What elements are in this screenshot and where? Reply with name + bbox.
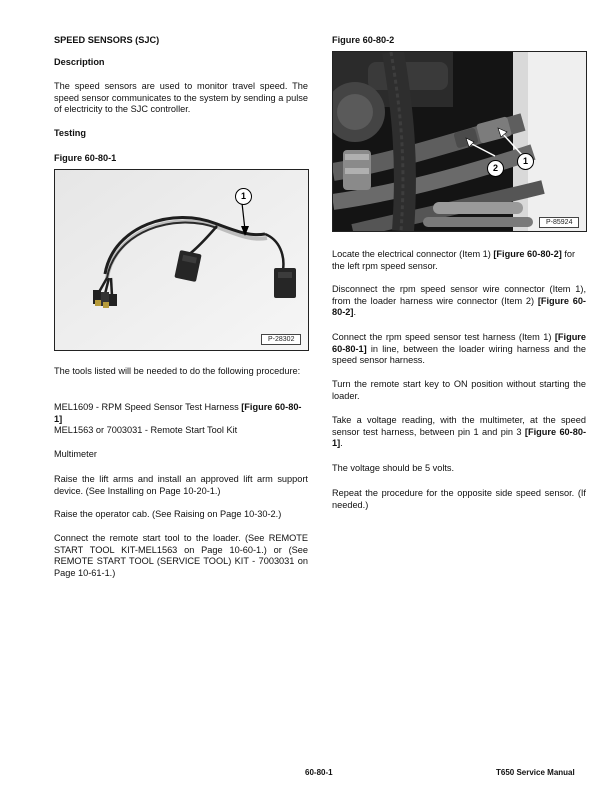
figure-ref: [Figure 60-80-1]	[332, 332, 586, 354]
sensor-location-illustration	[333, 52, 586, 231]
step-text: Connect the rpm speed sensor test harness (Item 1)	[332, 332, 555, 342]
step-voltage-reading	[332, 415, 586, 450]
figure-ref: [Figure 60-80-2]	[493, 249, 562, 259]
manual-title: T650 Service Manual	[496, 768, 575, 777]
figure-2-caption: Figure 60-80-2	[332, 35, 395, 45]
section-title: SPEED SENSORS (SJC)	[54, 35, 160, 45]
figure-ref: [Figure 60-80-1]	[332, 426, 586, 449]
figure-2-callout-2: 2	[487, 160, 504, 177]
description-text: The speed sensors are used to monitor travel speed. The speed sensor communicates to the system by sending a pulse of electricity to the SJC controller.	[54, 81, 308, 115]
testing-heading: Testing	[54, 128, 86, 138]
tool-multimeter: Multimeter	[54, 449, 97, 459]
figure-1-photo	[54, 169, 309, 351]
step-locate-connector	[332, 249, 586, 272]
figure-1-id: P-28302	[261, 334, 301, 345]
step-text: in line, between the loader wiring harness and the speed sensor harness.	[332, 343, 586, 366]
tool-item-2: MEL1563 or 7003031 - Remote Start Tool Kit	[54, 425, 238, 435]
step-voltage-value: The voltage should be 5 volts.	[332, 463, 455, 473]
figure-ref: [Figure 60-80-1]	[54, 402, 302, 424]
tools-intro: The tools listed will be needed to do the following procedure:	[54, 366, 301, 376]
harness-illustration	[55, 170, 308, 350]
step-disconnect	[332, 284, 586, 319]
step-text: for the left rpm speed sensor.	[332, 249, 576, 271]
step-connect-test-harness	[332, 332, 586, 367]
description-heading: Description	[54, 57, 105, 67]
step-repeat: Repeat the procedure for the opposite side speed sensor. (If needed.)	[332, 488, 586, 510]
figure-2-photo	[332, 51, 587, 232]
step-text: Disconnect the rpm speed sensor wire connector (Item 1), from the loader harness wire connector (Item 2)	[332, 284, 586, 306]
step-raise-cab: Raise the operator cab. (See Raising on Page 10-30-2.)	[54, 509, 282, 519]
figure-ref: [Figure 60-80-2]	[332, 295, 586, 318]
step-text: Locate the electrical connector (Item 1)	[332, 249, 494, 259]
figure-2-id: P-85924	[539, 217, 579, 228]
tool-item-1	[54, 402, 308, 425]
step-turn-key: Turn the remote start key to ON position without starting the loader.	[332, 379, 586, 401]
step-text: .	[353, 307, 357, 318]
step-text: .	[340, 438, 343, 449]
tool-item-1-text: MEL1609 - RPM Speed Sensor Test Harness	[54, 402, 242, 412]
step-connect-remote-start: Connect the remote start tool to the loader. (See REMOTE START TOOL KIT-MEL1563 on Page 10-60-1.) or (See REMOTE START TOOL (SERVICE TOOL) KIT - 7003031 on Page 10-61-1.)	[54, 533, 308, 578]
figure-1-caption: Figure 60-80-1	[54, 153, 117, 163]
figure-1-callout-1: 1	[235, 188, 252, 205]
step-raise-lift-arms: Raise the lift arms and install an approved lift arm support device. (See Installing on Page 10-20-1.)	[54, 474, 308, 496]
figure-2-callout-1: 1	[517, 153, 534, 170]
step-text: Take a voltage reading, with the multimeter, at the speed sensor test harness, between pin 1 and pin 3	[332, 415, 586, 437]
page-number: 60-80-1	[305, 768, 333, 777]
